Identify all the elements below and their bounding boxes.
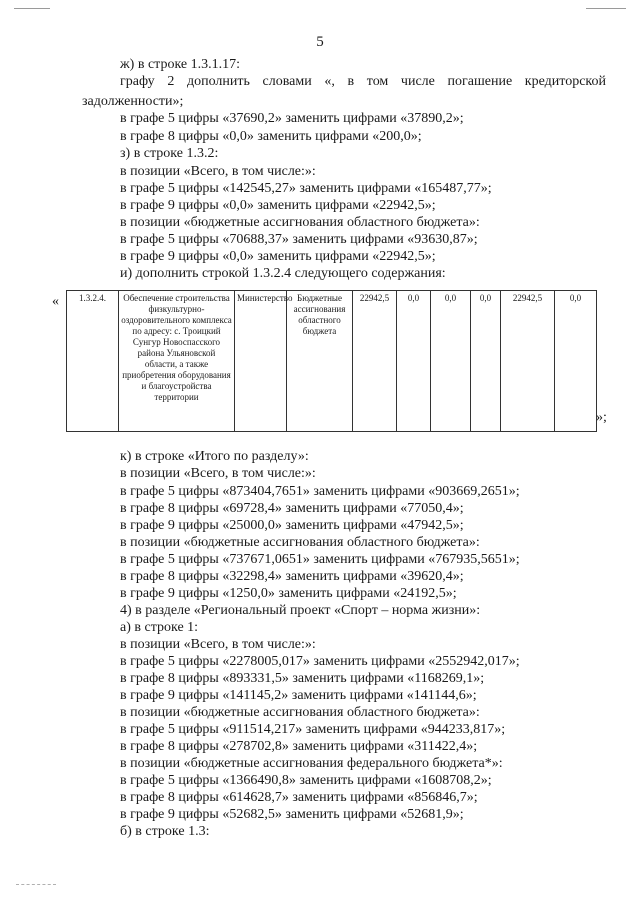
text-line: в позиции «бюджетные ассигнования федерального бюджета*»: <box>120 756 503 771</box>
scan-edge-mark-left <box>14 8 50 9</box>
text-line: задолженности»; <box>82 94 184 109</box>
text-line: в графе 5 цифры «911514,217» заменить цифрами «944233,817»; <box>120 722 506 737</box>
text-line: в графе 8 цифры «69728,4» заменить цифрами «77050,4»; <box>120 501 464 516</box>
text-line: в графе 5 цифры «2278005,017» заменить цифрами «2552942,017»; <box>120 654 520 669</box>
text-line: и) дополнить строкой 1.3.2.4 следующего содержания: <box>120 266 446 281</box>
cell-col8: 0,0 <box>471 291 501 432</box>
cell-col7: 0,0 <box>431 291 471 432</box>
text-line: в позиции «Всего, в том числе:»: <box>120 164 316 179</box>
cell-col6: 0,0 <box>397 291 431 432</box>
inserted-row-table <box>66 290 597 432</box>
text-line: б) в строке 1.3: <box>120 824 210 839</box>
text-line: ж) в строке 1.3.1.17: <box>120 57 241 72</box>
scan-edge-mark-right <box>586 8 626 9</box>
text-line: в графе 8 цифры «614628,7» заменить цифрами «856846,7»; <box>120 790 478 805</box>
text-line: в графе 9 цифры «0,0» заменить цифрами «22942,5»; <box>120 198 436 213</box>
text-line: в графе 9 цифры «1250,0» заменить цифрами «24192,5»; <box>120 586 457 601</box>
text-line: графу 2 дополнить словами «, в том числе погашение кредиторской <box>120 74 606 89</box>
cell-funding-source: Бюджетные ассигнования областного бюджета <box>287 291 353 432</box>
text-line: к) в строке «Итого по разделу»: <box>120 449 309 464</box>
text-line: в графе 8 цифры «0,0» заменить цифрами «200,0»; <box>120 129 422 144</box>
text-line: в графе 5 цифры «142545,27» заменить цифрами «165487,77»; <box>120 181 492 196</box>
text-line: в графе 9 цифры «25000,0» заменить цифрами «47942,5»; <box>120 518 464 533</box>
text-line: в графе 8 цифры «893331,5» заменить цифрами «1168269,1»; <box>120 671 485 686</box>
text-line: 4) в разделе «Региональный проект «Спорт – норма жизни»: <box>120 603 481 618</box>
cell-row-number: 1.3.2.4. <box>67 291 119 432</box>
scan-bottom-mark <box>16 884 56 885</box>
text-line: в позиции «бюджетные ассигнования областного бюджета»: <box>120 705 480 720</box>
cell-col5: 22942,5 <box>353 291 397 432</box>
text-line: в графе 5 цифры «70688,37» заменить цифрами «93630,87»; <box>120 232 478 247</box>
text-line: в позиции «Всего, в том числе:»: <box>120 466 316 481</box>
text-line: в графе 8 цифры «278702,8» заменить цифрами «311422,4»; <box>120 739 478 754</box>
text-line: в позиции «бюджетные ассигнования областного бюджета»: <box>120 215 480 230</box>
table-row <box>67 291 597 432</box>
text-line: в графе 9 цифры «141145,2» заменить цифрами «141144,6»; <box>120 688 477 703</box>
text-line: в графе 9 цифры «0,0» заменить цифрами «22942,5»; <box>120 249 436 264</box>
text-line: а) в строке 1: <box>120 620 199 635</box>
cell-name: Обеспечение строительства физкультурно-оздоровительного комплекса по адресу: с. Троицкий Сунгур Новоспасского района Ульяновской области, а также приобретения оборудования и благоустройства территории <box>119 291 235 432</box>
text-line: в графе 5 цифры «1366490,8» заменить цифрами «1608708,2»; <box>120 773 492 788</box>
page-number: 5 <box>316 34 324 50</box>
table-open-quote: « <box>52 294 59 309</box>
text-line: в графе 9 цифры «52682,5» заменить цифрами «52681,9»; <box>120 807 464 822</box>
text-line: в графе 5 цифры «37690,2» заменить цифрами «37890,2»; <box>120 111 464 126</box>
cell-department: Министерство <box>235 291 287 432</box>
text-line: в графе 5 цифры «737671,0651» заменить цифрами «767935,5651»; <box>120 552 520 567</box>
cell-col10: 0,0 <box>555 291 597 432</box>
table-close-quote: »; <box>596 410 607 425</box>
text-line: в графе 5 цифры «873404,7651» заменить цифрами «903669,2651»; <box>120 484 520 499</box>
text-line: з) в строке 1.3.2: <box>120 146 219 161</box>
text-line: в позиции «Всего, в том числе:»: <box>120 637 316 652</box>
cell-col9: 22942,5 <box>501 291 555 432</box>
text-line: в графе 8 цифры «32298,4» заменить цифрами «39620,4»; <box>120 569 464 584</box>
text-line: в позиции «бюджетные ассигнования областного бюджета»: <box>120 535 480 550</box>
